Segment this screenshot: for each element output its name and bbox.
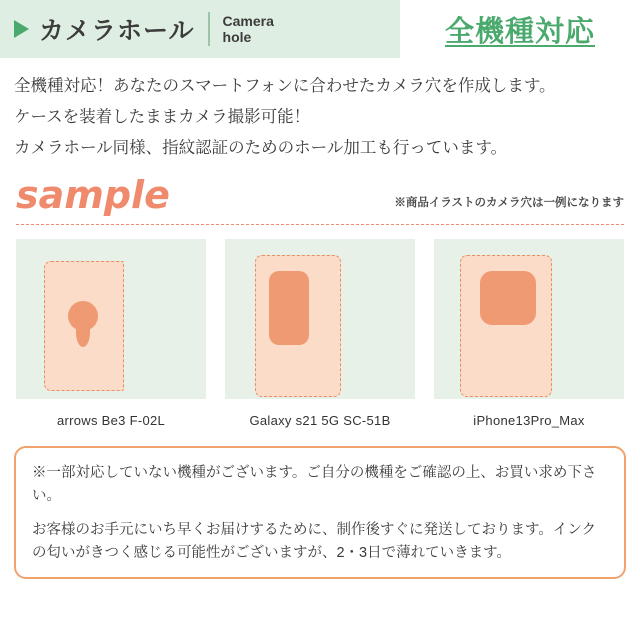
- phone-case-illustration-2: [225, 239, 415, 399]
- phone-case-illustration-1: [16, 239, 206, 399]
- notice-paragraph: ※一部対応していない機種がございます。ご自分の機種をご確認の上、お買い求め下さい。: [32, 465, 597, 505]
- sample-heading-row: [0, 168, 640, 218]
- phone-case-illustration-3: [434, 239, 624, 399]
- header-divider: [208, 12, 210, 46]
- list-item: [16, 239, 206, 428]
- header-title-en: Camera hole: [222, 12, 274, 45]
- header-title-jp: カメラホール: [39, 17, 195, 45]
- header-title-group: [0, 0, 400, 58]
- camera-hole-icon: [269, 271, 309, 345]
- play-triangle-icon: [14, 20, 29, 38]
- description-line: ケースを装着したままカメラ撮影可能！: [14, 107, 311, 126]
- description-block: [0, 58, 640, 168]
- phone-sample-list: [0, 225, 640, 428]
- camera-hole-icon: [480, 271, 536, 325]
- sample-note: ※商品イラストのカメラ穴は一例になります: [394, 197, 624, 210]
- description-line: 全機種対応！あなたのスマートフォンに合わせたカメラ穴を作成します。: [14, 77, 556, 95]
- sample-label: sample: [16, 173, 170, 218]
- list-item: [434, 239, 624, 428]
- phone-model-label: iPhone13Pro_Max: [473, 413, 585, 429]
- notice-box: [14, 446, 626, 579]
- status-badge: 全機種対応: [444, 15, 595, 48]
- notice-paragraph: お客様のお手元にいち早くお届けするために、制作後すぐに発送しております。インクの匂いがきつく感じる可能性がございますが、2・3日で薄れていきます。: [32, 521, 597, 561]
- phone-model-label: arrows Be3 F-02L: [56, 413, 166, 429]
- phone-model-label: Galaxy s21 5G SC-51B: [249, 413, 391, 429]
- description-line: カメラホール同様、指紋認証のためのホール加工も行っています。: [14, 138, 508, 157]
- header-badge-group: [400, 0, 640, 58]
- section-header: [0, 0, 640, 58]
- list-item: [225, 239, 415, 428]
